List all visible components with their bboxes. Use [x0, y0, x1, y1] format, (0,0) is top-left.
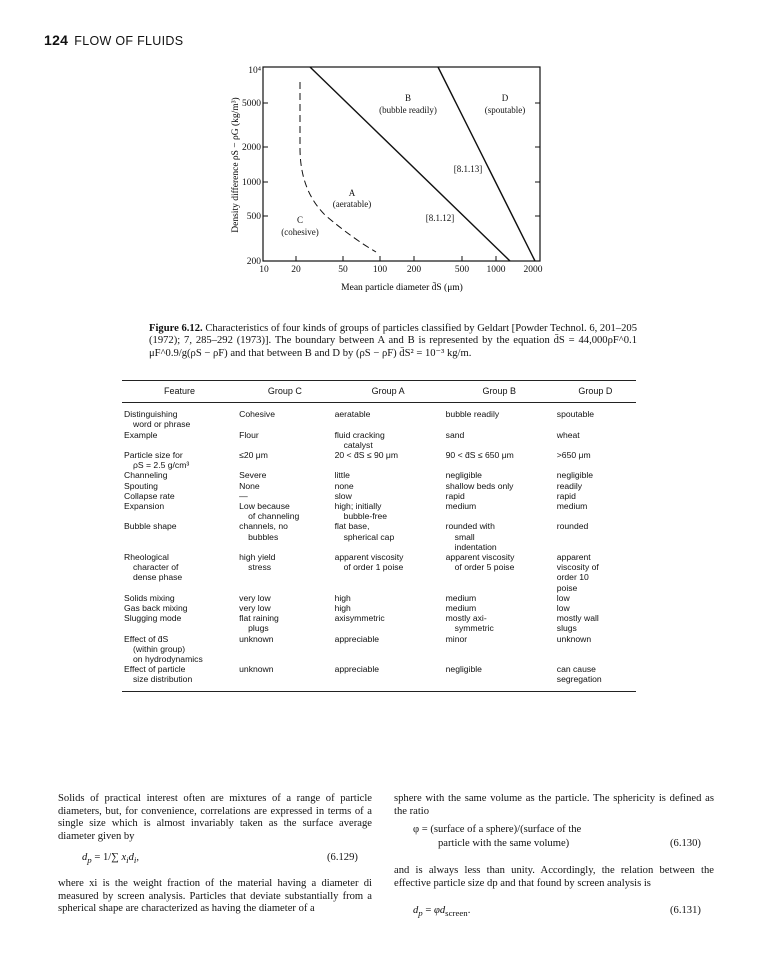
table-cell	[237, 603, 332, 613]
cell-line: word or phrase	[133, 419, 191, 430]
cell-line: high	[334, 603, 351, 614]
y-tick: 1000	[242, 178, 261, 188]
x-tick: 2000	[523, 265, 543, 275]
table-row	[122, 613, 636, 633]
cell-line: high	[334, 592, 351, 603]
cell-line: Low because	[239, 501, 290, 512]
figure-caption	[149, 323, 637, 360]
cell-line: can cause	[556, 664, 596, 675]
cell-line: Flour	[239, 429, 259, 440]
cell-line: apparent viscosity	[334, 552, 404, 563]
table-cell	[444, 521, 555, 552]
table-cell	[555, 593, 636, 603]
table-cell	[555, 552, 636, 593]
cell-line: negligible	[445, 470, 482, 481]
cell-line: None	[239, 480, 260, 491]
cell-line: negligible	[445, 664, 482, 675]
cell-line: medium	[445, 603, 477, 614]
cell-line: high; initially	[334, 501, 382, 512]
x-tick: 100	[372, 265, 388, 275]
cell-line: of channeling	[248, 511, 300, 522]
geldart-chart	[0, 0, 758, 320]
table-cell	[333, 450, 444, 470]
x-tick: 20	[291, 265, 301, 275]
table-cell	[333, 430, 444, 450]
table-cell	[444, 481, 555, 491]
table-cell	[555, 501, 636, 521]
cell-line: high yield	[239, 552, 276, 563]
table-cell	[237, 403, 332, 430]
cell-line: spoutable	[556, 409, 595, 420]
region-a-desc: (aeratable)	[332, 199, 372, 209]
x-tick: 10	[259, 265, 269, 275]
region-d-desc: (spoutable)	[484, 105, 526, 115]
cell-line: medium	[445, 592, 477, 603]
cell-line: unknown	[239, 664, 274, 675]
running-title: FLOW OF FLUIDS	[74, 34, 184, 48]
cell-line: symmetric	[454, 623, 494, 634]
right-paragraph-1: sphere with the same volume as the particle. The sphericity is defined as the ratio	[394, 793, 714, 817]
cell-line: appreciable	[334, 664, 380, 675]
table-cell	[555, 430, 636, 450]
table-cell	[122, 481, 237, 491]
cell-line: size distribution	[133, 674, 193, 685]
cell-line: Effect of particle	[124, 664, 186, 675]
cell-line: low	[556, 603, 570, 614]
cell-line: axisymmetric	[334, 613, 385, 624]
cell-line: poise	[556, 582, 578, 593]
cell-line: Bubble shape	[124, 521, 177, 532]
table-row	[122, 430, 636, 450]
caption-label: Figure 6.12.	[149, 323, 203, 334]
table-header: Group D	[555, 381, 636, 403]
cell-line: minor	[445, 633, 468, 644]
x-tick: 50	[338, 265, 348, 275]
table-cell	[122, 593, 237, 603]
cell-line: mostly wall	[556, 613, 599, 624]
table-cell	[333, 552, 444, 593]
geldart-table	[122, 380, 636, 692]
region-c-letter: C	[296, 215, 304, 225]
cell-line: Gas back mixing	[124, 603, 188, 614]
cell-line: medium	[445, 501, 477, 512]
region-b-letter: B	[404, 93, 412, 103]
cell-line: >650 μm	[556, 450, 591, 461]
y-tick: 10⁴	[248, 66, 261, 76]
table-cell	[444, 403, 555, 430]
left-paragraph-1: Solids of practical interest often are mixtures of a range of particle diameters, but, for convenience, correlations are expressed in terms of a single size which is almost invariably taken as the surface average diameter given by	[58, 793, 372, 842]
y-axis-label: Density difference ρS − ρG (kg/m³)	[231, 97, 241, 233]
table-cell	[444, 430, 555, 450]
table-cell	[444, 593, 555, 603]
region-a-letter: A	[348, 188, 356, 198]
table-cell	[333, 470, 444, 480]
cell-line: mostly axi-	[445, 613, 487, 624]
table-cell	[237, 634, 332, 665]
table-cell	[333, 593, 444, 603]
cell-line: indentation	[454, 541, 497, 552]
table-row	[122, 481, 636, 491]
page-number: 124	[44, 32, 69, 48]
cell-line: dense phase	[133, 572, 183, 583]
table-cell	[555, 450, 636, 470]
cell-line: Solids mixing	[124, 592, 175, 603]
equation-6-129: $d_p = 1/\sum$ $x_id_i$,	[82, 852, 139, 866]
boundary-bd-line	[438, 67, 535, 261]
cell-line: very low	[239, 603, 271, 614]
table-row	[122, 593, 636, 603]
region-b-desc: (bubble readily)	[379, 105, 437, 115]
table-row	[122, 403, 636, 430]
cell-line: Channeling	[124, 470, 168, 481]
cell-line: Collapse rate	[124, 490, 175, 501]
table-cell	[555, 613, 636, 633]
table-cell	[444, 664, 555, 691]
cell-line: 20 < d̄S ≤ 90 μm	[334, 450, 399, 461]
table-cell	[122, 450, 237, 470]
cell-line: appreciable	[334, 633, 380, 644]
table-cell	[444, 634, 555, 665]
cell-line: plugs	[248, 623, 269, 634]
cell-line: very low	[239, 592, 271, 603]
cell-line: rounded	[556, 521, 589, 532]
table-cell	[333, 491, 444, 501]
left-paragraph-2: where xi is the weight fraction of the material having a diameter di measured by screen analysis. Particles that deviate substantially from a spherical shape are characterized as having the diameter of a	[58, 878, 372, 915]
cell-line: on hydrodynamics	[133, 654, 203, 665]
equation-6-130-b: particle with the same volume)	[438, 838, 570, 849]
cell-line: rounded with	[445, 521, 495, 532]
cell-line: little	[334, 470, 350, 481]
y-tick: 2000	[242, 143, 261, 153]
cell-line: rapid	[445, 490, 465, 501]
table-cell	[555, 481, 636, 491]
table-cell	[237, 664, 332, 691]
table-cell	[122, 501, 237, 521]
table-header: Group B	[444, 381, 555, 403]
boundary-bd-label: [8.1.13]	[453, 164, 483, 174]
table-cell	[122, 470, 237, 480]
region-c-desc: (cohesive)	[281, 227, 319, 237]
cell-line: negligible	[556, 470, 594, 481]
table-cell	[237, 430, 332, 450]
cell-line: apparent viscosity	[445, 552, 515, 563]
caption-text: Characteristics of four kinds of groups of particles classified by Geldart [Powder Technol. 6, 201–205 (1972); 7, 285–292 (1973)]. The boundary between A and B is represented by the equation d̄S = 44,000ρF^0.1 μF^0.9/g(ρS − ρF) and that between B and D by (ρS − ρF) d̄S² = 10⁻³ kg/m.	[149, 323, 638, 359]
cell-line: channels, no	[239, 521, 288, 532]
table-cell	[444, 450, 555, 470]
equation-number: (6.131)	[670, 905, 701, 916]
cell-line: unknown	[556, 633, 592, 644]
table-cell	[122, 430, 237, 450]
table-cell	[444, 613, 555, 633]
cell-line: bubbles	[248, 531, 279, 542]
cell-line: aeratable	[334, 409, 371, 420]
table-cell	[122, 403, 237, 430]
table-cell	[122, 491, 237, 501]
table-cell	[444, 552, 555, 593]
table-cell	[333, 664, 444, 691]
cell-line: Slugging mode	[124, 613, 182, 624]
table-cell	[444, 501, 555, 521]
cell-line: (within group)	[133, 643, 186, 654]
cell-line: Severe	[239, 470, 267, 481]
y-tick: 5000	[242, 99, 261, 109]
cell-line: sand	[445, 429, 465, 440]
cell-line: order 10	[556, 572, 589, 583]
cell-line: slow	[334, 490, 352, 501]
table-cell	[444, 470, 555, 480]
cell-line: catalyst	[343, 439, 373, 450]
cell-line: of order 1 poise	[343, 562, 404, 573]
table-cell	[237, 613, 332, 633]
cell-line: rapid	[556, 490, 576, 501]
equation-6-131: $d_p = \varphi d_{screen}$.	[413, 905, 471, 919]
table-cell	[555, 491, 636, 501]
table-cell	[333, 521, 444, 552]
cell-line: small	[454, 531, 475, 542]
cell-line: spherical cap	[343, 531, 395, 542]
table-cell	[444, 603, 555, 613]
table-cell	[237, 501, 332, 521]
cell-line: ≤20 μm	[239, 450, 268, 461]
cell-line: —	[239, 490, 248, 501]
cell-line: wheat	[556, 429, 580, 440]
table-cell	[237, 491, 332, 501]
cell-line: none	[334, 480, 354, 491]
cell-line: shallow beds only	[445, 480, 514, 491]
table-header: Group C	[237, 381, 332, 403]
cell-line: bubble readily	[445, 409, 500, 420]
table-row	[122, 603, 636, 613]
cell-line: Cohesive	[239, 409, 275, 420]
table-row	[122, 521, 636, 552]
cell-line: Distinguishing	[124, 409, 178, 420]
table-header: Group A	[333, 381, 444, 403]
cell-line: readily	[556, 480, 583, 491]
table-cell	[237, 470, 332, 480]
equation-6-130-a: φ = (surface of a sphere)/(surface of the	[413, 824, 582, 835]
cell-line: apparent	[556, 552, 591, 563]
cell-line: Effect of d̄S	[124, 633, 169, 644]
cell-line: fluid cracking	[334, 429, 385, 440]
table-row	[122, 634, 636, 665]
table-cell	[122, 552, 237, 593]
equation-number: (6.129)	[327, 852, 358, 863]
table-row	[122, 552, 636, 593]
table-cell	[237, 521, 332, 552]
table-cell	[333, 613, 444, 633]
table-cell	[333, 603, 444, 613]
cell-line: viscosity of	[556, 562, 599, 573]
table-cell	[122, 521, 237, 552]
right-paragraph-2: and is always less than unity. Accordingly, the relation between the effective particle size dp and that found by screen analysis is	[394, 865, 714, 889]
table-row	[122, 470, 636, 480]
cell-line: Example	[124, 429, 158, 440]
table-cell	[555, 603, 636, 613]
table-cell	[333, 403, 444, 430]
table-row	[122, 491, 636, 501]
table-cell	[122, 613, 237, 633]
equation-number: (6.130)	[670, 838, 701, 849]
table-cell	[555, 403, 636, 430]
cell-line: 90 < d̄S ≤ 650 μm	[445, 450, 514, 461]
cell-line: segregation	[556, 674, 602, 685]
cell-line: character of	[133, 562, 179, 573]
table-header: Feature	[122, 381, 237, 403]
x-tick: 200	[406, 265, 422, 275]
cell-line: Expansion	[124, 501, 165, 512]
table-cell	[333, 481, 444, 491]
boundary-ab-label: [8.1.12]	[425, 213, 455, 223]
y-tick: 200	[246, 257, 261, 267]
cell-line: unknown	[239, 633, 274, 644]
cell-line: ρS = 2.5 g/cm³	[133, 460, 190, 471]
cell-line: medium	[556, 501, 588, 512]
table-cell	[444, 491, 555, 501]
cell-line: bubble-free	[343, 511, 388, 522]
y-tick: 500	[246, 212, 261, 222]
table-cell	[122, 603, 237, 613]
cell-line: flat base,	[334, 521, 370, 532]
cell-line: Spouting	[124, 480, 158, 491]
table-cell	[237, 481, 332, 491]
table-cell	[122, 664, 237, 691]
x-tick: 500	[454, 265, 470, 275]
table-cell	[122, 634, 237, 665]
cell-line: Particle size for	[124, 450, 183, 461]
table-row	[122, 501, 636, 521]
cell-line: stress	[248, 562, 272, 573]
table-cell	[237, 450, 332, 470]
table-cell	[555, 470, 636, 480]
cell-line: Rheological	[124, 552, 169, 563]
cell-line: flat raining	[239, 613, 279, 624]
cell-line: of order 5 poise	[454, 562, 515, 573]
table-cell	[333, 634, 444, 665]
region-d-letter: D	[501, 93, 509, 103]
x-axis-label: Mean particle diameter d̄S (μm)	[341, 283, 463, 293]
table-row	[122, 664, 636, 691]
table-cell	[237, 552, 332, 593]
cell-line: low	[556, 592, 570, 603]
table-row	[122, 450, 636, 470]
table-cell	[237, 593, 332, 603]
table-cell	[555, 664, 636, 691]
x-tick: 1000	[486, 265, 506, 275]
table-cell	[333, 501, 444, 521]
cell-line: slugs	[556, 623, 577, 634]
table-cell	[555, 521, 636, 552]
table-cell	[555, 634, 636, 665]
